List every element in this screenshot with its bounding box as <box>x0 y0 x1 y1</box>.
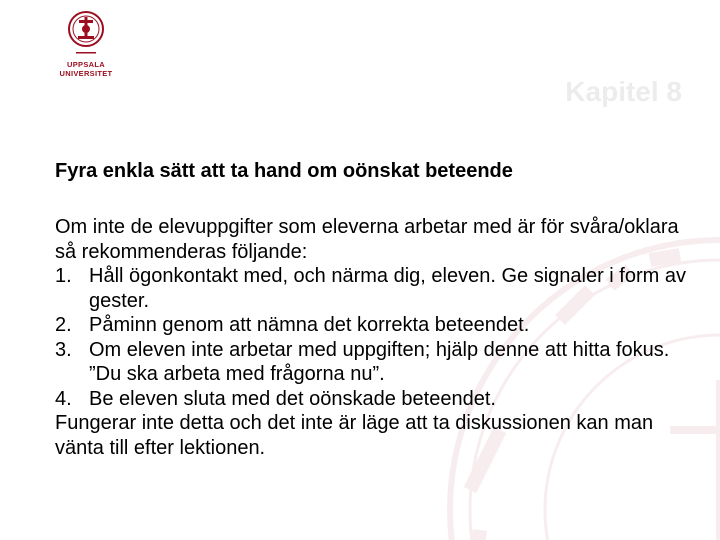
list-item <box>55 387 695 412</box>
logo-text-line2: UNIVERSITET <box>59 69 113 78</box>
list-item <box>55 338 695 387</box>
list-number: 3. <box>55 338 72 361</box>
logo-text-line1: UPPSALA <box>67 60 105 69</box>
university-crest-icon <box>67 10 105 60</box>
list-number: 1. <box>55 265 72 287</box>
list-number: 2. <box>55 314 72 336</box>
list-item <box>55 313 695 338</box>
list-number: 4. <box>55 387 72 410</box>
university-logo <box>54 10 118 106</box>
list-item-text: Be eleven sluta med det oönskade beteendet. <box>89 387 496 410</box>
list-item <box>55 264 695 313</box>
list-item-text: Håll ögonkontakt med, och närma dig, eleven. Ge signaler i form av gester. <box>89 265 686 312</box>
recommendation-list <box>55 264 695 411</box>
slide-body <box>55 215 695 460</box>
list-item-text: Påminn genom att nämna det korrekta beteendet. <box>89 314 530 336</box>
list-item-text: Om eleven inte arbetar med uppgiften; hjälp denne att hitta fokus. ”Du ska arbeta med frågorna nu”. <box>89 338 670 385</box>
chapter-label: Kapitel 8 <box>565 76 682 107</box>
closing-text: Fungerar inte detta och det inte är läge att ta diskussionen kan man vänta till efter lektionen. <box>55 412 654 459</box>
intro-text: Om inte de elevuppgifter som eleverna arbetar med är för svåra/oklara så rekommenderas följande: <box>55 216 679 263</box>
slide-heading: Fyra enkla sätt att ta hand om oönskat beteende <box>55 160 513 182</box>
